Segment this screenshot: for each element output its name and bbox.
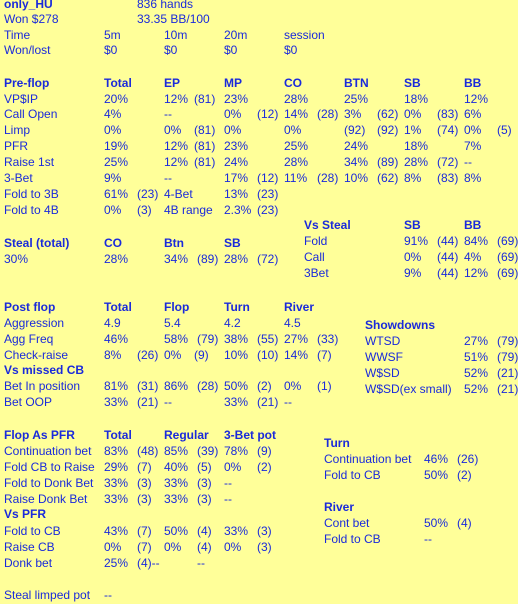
stat-label: PFR	[4, 139, 28, 153]
stat-value: 11%	[284, 171, 308, 185]
stat-value: 0%	[164, 348, 182, 362]
preflop-col-ep: EP	[164, 76, 181, 90]
stat-value: 51%	[464, 350, 489, 364]
stat-label: Call	[304, 250, 325, 264]
stat-sample: (72)	[437, 155, 459, 169]
stat-value: 33%	[104, 492, 129, 506]
stat-value: 10%	[224, 348, 249, 362]
stat-sample: (72)	[257, 252, 279, 266]
stat-label: Fold to 4B	[4, 203, 59, 217]
stat-sample: (2)	[257, 460, 272, 474]
preflop-col-total: Total	[104, 76, 132, 90]
stat-value: 33%	[224, 395, 249, 409]
pfr-col-3bet: 3-Bet pot	[224, 428, 276, 442]
stat-sample: (83)	[437, 107, 459, 121]
stat-sample: (48)	[137, 444, 159, 458]
wonlost-session: $0	[284, 43, 298, 57]
stat-label: Call Open	[4, 107, 58, 121]
stat-label: Continuation bet	[324, 452, 412, 466]
stat-value: 12%	[464, 266, 489, 280]
stat-sample: (55)	[257, 332, 279, 346]
stat-label: Bet In position	[4, 379, 81, 393]
stat-sample: (3)	[197, 476, 212, 490]
stat-value: 10%	[344, 171, 369, 185]
stat-value: 85%	[164, 444, 189, 458]
stat-sample: (23)	[137, 187, 159, 201]
stat-value: 0%	[224, 460, 242, 474]
hands-count: 836 hands	[137, 0, 194, 11]
stat-value: --	[424, 532, 432, 546]
stat-value: 40%	[164, 460, 189, 474]
stat-sample: (4)	[457, 516, 472, 530]
stat-label: Agg Freq	[4, 332, 54, 346]
steal-col-sb: SB	[224, 236, 241, 250]
stat-value: 24%	[224, 155, 249, 169]
steal-limped-label: Steal limped pot	[4, 588, 91, 602]
stat-sample: (21)	[257, 395, 279, 409]
stat-value: (92)	[344, 123, 366, 137]
stat-value: 8%	[104, 348, 122, 362]
stat-label: Donk bet	[4, 556, 53, 570]
stat-sample: (3)	[257, 524, 272, 538]
stat-sample: (23)	[257, 203, 279, 217]
steal-col-btn: Btn	[164, 236, 184, 250]
stat-sample: (92)	[377, 123, 399, 137]
stat-value: 38%	[224, 332, 249, 346]
stat-value: 61%	[104, 187, 129, 201]
stat-sample: (4)--	[137, 556, 160, 570]
stat-value: 0%	[284, 379, 302, 393]
stat-value: 9%	[104, 171, 122, 185]
postflop-col-river: River	[284, 300, 315, 314]
stat-value: 18%	[404, 92, 429, 106]
stat-value: --	[164, 395, 172, 409]
stat-label: Fold	[304, 234, 328, 248]
stat-value: 27%	[284, 332, 309, 346]
time-col-5m: 5m	[104, 28, 121, 42]
stat-value: 50%	[424, 468, 449, 482]
stat-value: 83%	[104, 444, 129, 458]
showdowns-title: Showdowns	[365, 318, 435, 332]
stat-sample: (3)	[137, 476, 152, 490]
stat-value: 25%	[344, 92, 369, 106]
stat-sample: (69)	[497, 234, 518, 248]
stat-label: Fold CB to Raise	[4, 460, 95, 474]
stat-value: 33%	[224, 524, 249, 538]
preflop-col-btn: BTN	[344, 76, 369, 90]
stat-value: --	[164, 107, 172, 121]
stat-value: 0%	[404, 250, 422, 264]
stat-sample: (89)	[377, 155, 399, 169]
stat-value: 33%	[104, 395, 129, 409]
stat-value: 0%	[284, 123, 302, 137]
stat-value: 33%	[104, 476, 129, 490]
stat-label: 4B range	[164, 203, 213, 217]
stat-sample: (81)	[194, 92, 216, 106]
pfr-col-regular: Regular	[164, 428, 209, 442]
stat-sample: (69)	[497, 266, 518, 280]
river-title: River	[324, 500, 355, 514]
stat-value: 46%	[424, 452, 449, 466]
stat-value: 25%	[104, 556, 129, 570]
stat-value: 46%	[104, 332, 129, 346]
pfr-title: Flop As PFR	[4, 428, 75, 442]
stat-sample: (4)	[197, 540, 212, 554]
preflop-col-sb: SB	[404, 76, 421, 90]
stat-value: 0%	[224, 123, 242, 137]
stat-value: 5.4	[164, 316, 181, 330]
player-name: only_HU	[4, 0, 53, 11]
stat-value: 28%	[284, 92, 309, 106]
stat-value: --	[284, 395, 292, 409]
stat-sample: (79)	[197, 332, 219, 346]
stat-sample: (7)	[137, 460, 152, 474]
stat-value: 0%	[164, 540, 182, 554]
stat-sample: (12)	[257, 171, 279, 185]
turn-title: Turn	[324, 436, 350, 450]
stat-label: Bet OOP	[4, 395, 53, 409]
stat-sample: (39)	[197, 444, 219, 458]
stat-value: 30%	[4, 252, 29, 266]
stat-value: 0%	[404, 107, 422, 121]
stat-value: 0%	[104, 123, 122, 137]
stat-value: 17%	[224, 171, 249, 185]
stat-value: 12%	[164, 155, 189, 169]
stat-value: 50%	[164, 524, 189, 538]
stat-value: 19%	[104, 139, 129, 153]
stat-sample: (62)	[377, 107, 399, 121]
stat-value: 28%	[104, 252, 129, 266]
stat-label: WWSF	[365, 350, 403, 364]
stat-sample: (26)	[137, 348, 159, 362]
stat-label: 3-Bet	[4, 171, 33, 185]
stat-value: --	[197, 556, 205, 570]
stat-label: 3Bet	[304, 266, 329, 280]
stat-label: WTSD	[365, 334, 401, 348]
steal-limped-value: --	[104, 588, 112, 602]
stat-label: W$SD	[365, 366, 400, 380]
stat-value: 12%	[164, 92, 189, 106]
preflop-col-bb: BB	[464, 76, 482, 90]
stat-value: 50%	[424, 516, 449, 530]
stat-value: 7%	[464, 139, 482, 153]
stat-value: 24%	[344, 139, 369, 153]
stat-value: --	[224, 492, 232, 506]
wonlost-5m: $0	[104, 43, 118, 57]
missed-cb-title: Vs missed CB	[4, 363, 85, 377]
stat-value: 9%	[404, 266, 422, 280]
stat-sample: (21)	[497, 382, 518, 396]
stat-label: Aggression	[4, 316, 65, 330]
stat-sample: (21)	[137, 395, 159, 409]
stat-sample: (3)	[137, 492, 152, 506]
stat-value: 0%	[164, 123, 182, 137]
stat-value: 84%	[464, 234, 489, 248]
stat-sample: (5)	[197, 460, 212, 474]
stat-sample: (31)	[137, 379, 159, 393]
stat-value: 78%	[224, 444, 249, 458]
stat-value: 23%	[224, 139, 249, 153]
stat-value: 3%	[344, 107, 362, 121]
stat-label: W$SD(ex small)	[365, 382, 452, 396]
stat-value: 28%	[224, 252, 249, 266]
stat-value: 23%	[224, 92, 249, 106]
stat-label: Raise 1st	[4, 155, 55, 169]
stat-sample: (26)	[457, 452, 479, 466]
postflop-col-total: Total	[104, 300, 132, 314]
stat-sample: (62)	[377, 171, 399, 185]
stat-value: 58%	[164, 332, 189, 346]
postflop-col-turn: Turn	[224, 300, 250, 314]
won-amount: Won $278	[4, 12, 59, 26]
stat-label: Continuation bet	[4, 444, 92, 458]
stat-label: Check-raise	[4, 348, 69, 362]
stat-label: VP$IP	[4, 92, 39, 106]
stat-value: 4%	[104, 107, 122, 121]
stat-value: 29%	[104, 460, 129, 474]
stat-label: 4-Bet	[164, 187, 193, 201]
stat-sample: (81)	[194, 123, 216, 137]
wonlost-label: Won/lost	[4, 43, 51, 57]
stat-label: Raise CB	[4, 540, 55, 554]
stat-label: Cont bet	[324, 516, 370, 530]
stat-sample: (69)	[497, 250, 518, 264]
stat-value: 4%	[464, 250, 482, 264]
stat-value: 34%	[164, 252, 189, 266]
stat-value: 0%	[104, 540, 122, 554]
stat-value: 33%	[164, 476, 189, 490]
bb-per-100: 33.35 BB/100	[137, 12, 210, 26]
steal-col-co: CO	[104, 236, 122, 250]
stat-value: 13%	[224, 187, 249, 201]
stat-label: Raise Donk Bet	[4, 492, 88, 506]
stat-value: 91%	[404, 234, 429, 248]
stat-sample: (7)	[137, 540, 152, 554]
vs-steal-col-bb: BB	[464, 218, 482, 232]
stat-sample: (12)	[257, 107, 279, 121]
wonlost-20m: $0	[224, 43, 238, 57]
time-label: Time	[4, 28, 31, 42]
postflop-title: Post flop	[4, 300, 56, 314]
stat-value: 34%	[344, 155, 369, 169]
stat-value: 27%	[464, 334, 489, 348]
time-col-session: session	[284, 28, 325, 42]
stat-value: 0%	[464, 123, 482, 137]
stat-value: 4.5	[284, 316, 301, 330]
wonlost-10m: $0	[164, 43, 178, 57]
stat-value: --	[464, 155, 472, 169]
stat-sample: (7)	[317, 348, 332, 362]
stat-sample: (28)	[197, 379, 219, 393]
stat-label: Limp	[4, 123, 31, 137]
stat-sample: (4)	[197, 524, 212, 538]
stat-value: 14%	[284, 348, 309, 362]
postflop-col-flop: Flop	[164, 300, 190, 314]
stat-value: 1%	[404, 123, 422, 137]
stat-value: 28%	[404, 155, 429, 169]
stat-sample: (21)	[497, 366, 518, 380]
steal-title: Steal (total)	[4, 236, 70, 250]
stat-sample: (44)	[437, 234, 459, 248]
stat-sample: (28)	[317, 171, 339, 185]
stat-sample: (3)	[197, 492, 212, 506]
stat-value: --	[224, 476, 232, 490]
stat-sample: (1)	[317, 379, 332, 393]
stat-sample: (3)	[137, 203, 152, 217]
stat-sample: (83)	[437, 171, 459, 185]
stat-value: 33%	[164, 492, 189, 506]
stat-sample: (7)	[137, 524, 152, 538]
stat-sample: (3)	[257, 540, 272, 554]
stat-value: 0%	[104, 203, 122, 217]
stat-value: 50%	[224, 379, 249, 393]
stat-sample: (33)	[317, 332, 339, 346]
vs-pfr-title: Vs PFR	[4, 507, 47, 521]
preflop-title: Pre-flop	[4, 76, 50, 90]
stat-value: 25%	[284, 139, 309, 153]
stat-value: 20%	[104, 92, 129, 106]
stat-sample: (9)	[257, 444, 272, 458]
stat-sample: (2)	[457, 468, 472, 482]
pfr-col-total: Total	[104, 428, 132, 442]
stat-sample: (2)	[257, 379, 272, 393]
stat-sample: (89)	[197, 252, 219, 266]
stat-sample: (81)	[194, 155, 216, 169]
stat-label: Fold to 3B	[4, 187, 59, 201]
stat-sample: (5)	[497, 123, 512, 137]
stat-value: 86%	[164, 379, 189, 393]
stat-value: 28%	[284, 155, 309, 169]
vs-steal-col-sb: SB	[404, 218, 421, 232]
vs-steal-title: Vs Steal	[304, 218, 351, 232]
stat-label: Fold to CB	[4, 524, 61, 538]
stat-value: 8%	[464, 171, 482, 185]
stat-sample: (10)	[257, 348, 279, 362]
stat-sample: (9)	[194, 348, 209, 362]
stat-sample: (44)	[437, 250, 459, 264]
stat-value: 12%	[164, 139, 189, 153]
stat-value: 81%	[104, 379, 129, 393]
stat-sample: (79)	[497, 334, 518, 348]
stat-sample: (28)	[317, 107, 339, 121]
stat-sample: (44)	[437, 266, 459, 280]
stat-value: 2.3%	[224, 203, 252, 217]
stat-value: 6%	[464, 107, 482, 121]
stat-sample: (81)	[194, 139, 216, 153]
stat-value: 14%	[284, 107, 309, 121]
stat-value: 0%	[224, 540, 242, 554]
stat-value: 4.9	[104, 316, 121, 330]
stat-sample: (79)	[497, 350, 518, 364]
stat-value: 18%	[404, 139, 429, 153]
preflop-col-mp: MP	[224, 76, 242, 90]
preflop-col-co: CO	[284, 76, 302, 90]
time-col-20m: 20m	[224, 28, 248, 42]
stat-value: 0%	[224, 107, 242, 121]
stat-value: 4.2	[224, 316, 241, 330]
stat-value: --	[164, 171, 172, 185]
stat-value: 43%	[104, 524, 129, 538]
stat-value: 12%	[464, 92, 489, 106]
stat-value: 52%	[464, 382, 489, 396]
stat-sample: (74)	[437, 123, 459, 137]
time-col-10m: 10m	[164, 28, 188, 42]
stat-value: 52%	[464, 366, 489, 380]
stat-value: 25%	[104, 155, 129, 169]
stat-label: Fold to CB	[324, 532, 381, 546]
stat-sample: (23)	[257, 187, 279, 201]
stat-label: Fold to CB	[324, 468, 381, 482]
stat-label: Fold to Donk Bet	[4, 476, 94, 490]
stat-value: 8%	[404, 171, 422, 185]
